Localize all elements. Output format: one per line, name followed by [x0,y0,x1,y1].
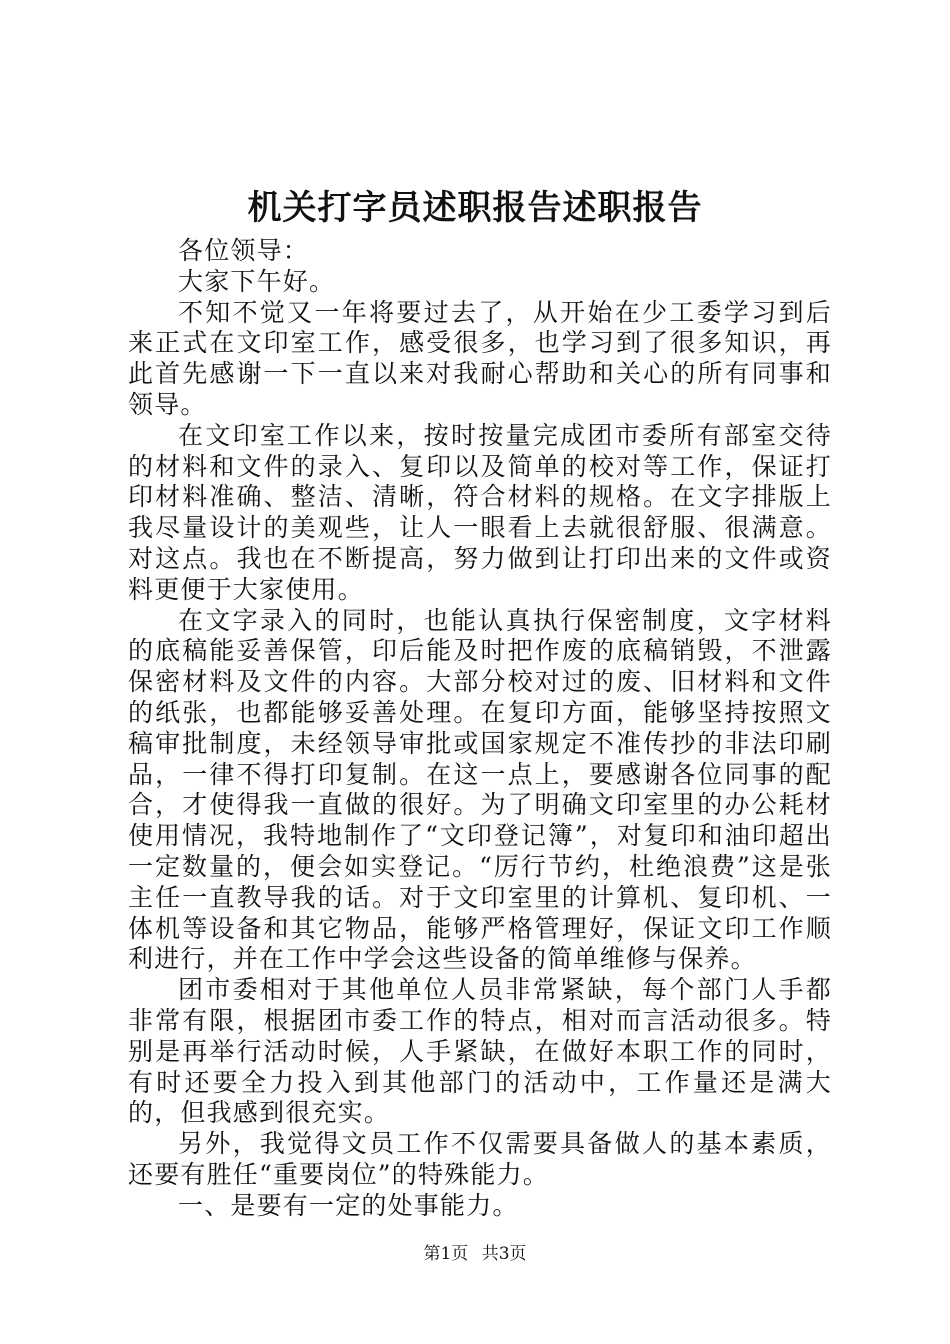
document-body [128,236,832,1222]
paragraph-activities: 团市委相对于其他单位人员非常紧缺，每个部门人手都非常有限，根据团市委工作的特点，相对而言活动很多。特别是再举行活动时候，人手紧缺，在做好本职工作的同时，有时还要全力投入到其他部门的活动中，工作量还是满大的，但我感到很充实。 [128,975,832,1128]
paragraph-point-one: 一、是要有一定的处事能力。 [178,1190,519,1220]
salutation: 各位领导： [178,236,310,265]
paragraph-confidentiality: 在文字录入的同时，也能认真执行保密制度，文字材料的底稿能妥善保管，印后能及时把作废的底稿销毁，不泄露保密材料及文件的内容。大部分校对过的废、旧材料和文件的纸张，也都能够妥善处理。在复印方面，能够坚持按照文稿审批制度，未经领导审批或国家规定不准传抄的非法印刷品，一律不得打印复制。在这一点上，要感谢各位同事的配合，才使得我一直做的很好。为了明确文印室里的办公耗材使用情况，我特地制作了“文印登记簿”，对复印和油印超出一定数量的，便会如实登记。“厉行节约，杜绝浪费”这是张主任一直教导我的话。对于文印室里的计算机、复印机、一体机等设备和其它物品，能够严格管理好，保证文印工作顺利进行，并在工作中学会这些设备的简单维修与保养。 [128,605,832,974]
page-total: 共3页 [481,1244,527,1264]
page-footer [0,1242,950,1266]
paragraph-intro: 不知不觉又一年将要过去了，从开始在少工委学习到后来正式在文印室工作，感受很多，也学习到了很多知识，再此首先感谢一下一直以来对我耐心帮助和关心的所有同事和领导。 [128,297,832,419]
greeting: 大家下午好。 [178,266,336,296]
page-number: 第1页 [423,1244,469,1264]
document-title: 机关打字员述职报告述职报告 [247,188,703,228]
paragraph-work-duties: 在文印室工作以来，按时按量完成团市委所有部室交待的材料和文件的录入、复印以及简单的校对等工作，保证打印材料准确、整洁、清晰，符合材料的规格。在文字排版上我尽量设计的美观些，让人一眼看上去就很舒服、很满意。对这点。我也在不断提高，努力做到让打印出来的文件或资料更便于大家使用。 [128,420,832,604]
paragraph-abilities: 另外，我觉得文员工作不仅需要具备做人的基本素质，还要有胜任“重要岗位”的特殊能力。 [128,1129,832,1189]
